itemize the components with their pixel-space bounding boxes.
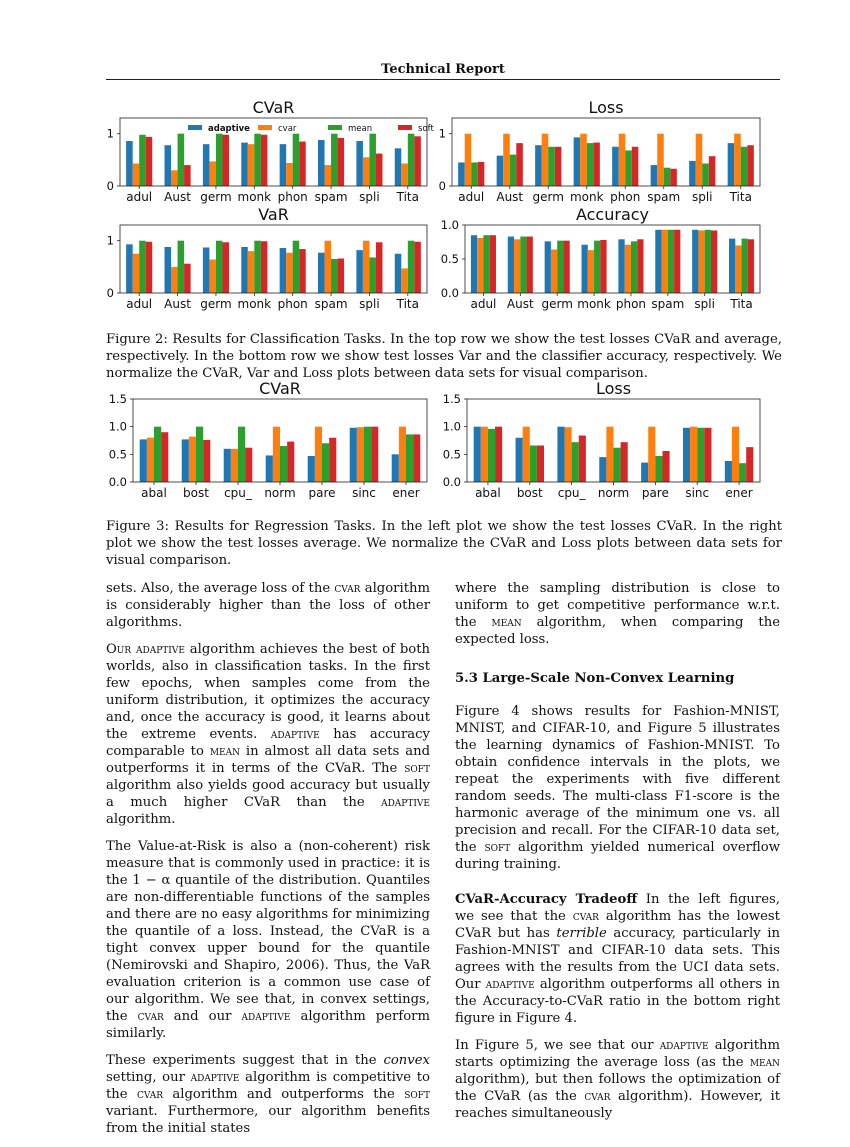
bar-adaptive <box>557 427 564 482</box>
bar-cvar <box>171 267 178 293</box>
bar-mean <box>668 230 674 293</box>
bar-cvar <box>401 268 408 293</box>
bar-mean <box>369 134 376 186</box>
bar-adaptive <box>689 161 696 186</box>
bar-adaptive <box>356 141 363 186</box>
bar-soft <box>371 427 378 482</box>
bar-cvar <box>399 427 406 482</box>
bar-cvar <box>696 134 703 186</box>
paragraph: These experiments suggest that in the convex setting, our adaptive algorithm is competitive to the cvar algorithm and outperforms the soft variant. Furthermore, our algorithm benefits from the initial states <box>106 1053 430 1136</box>
bar-cvar <box>363 157 370 186</box>
bar-adaptive <box>280 248 287 293</box>
bar-mean <box>510 155 517 186</box>
legend-label-adaptive: adaptive <box>208 124 250 134</box>
bar-adaptive <box>126 244 133 293</box>
x-tick-label: germ <box>532 190 564 204</box>
bar-cvar <box>209 161 216 186</box>
bar-mean <box>741 147 748 186</box>
bar-adaptive <box>165 145 172 186</box>
bar-soft <box>146 242 153 293</box>
bar-cvar <box>133 254 140 293</box>
bar-adaptive <box>651 165 658 186</box>
x-tick-label: norm <box>264 486 296 500</box>
bar-adaptive <box>318 253 325 293</box>
bar-cvar <box>477 238 483 293</box>
bar-mean <box>614 448 621 482</box>
bar-mean <box>625 150 632 186</box>
bar-cvar <box>325 241 332 293</box>
bar-soft <box>709 156 716 186</box>
bar-adaptive <box>392 454 399 482</box>
x-tick-label: monk <box>237 297 272 311</box>
axes-frame <box>467 399 760 482</box>
x-tick-label: bost <box>516 486 543 500</box>
bar-adaptive <box>203 247 210 293</box>
bar-mean <box>331 259 338 293</box>
paragraph: where the sampling distribution is close to uniform to get competitive performance w.r.t. the mean algorithm, when comparing the expected loss. <box>455 581 780 647</box>
bar-soft <box>478 162 485 186</box>
bar-cvar <box>481 427 488 482</box>
bar-cvar <box>248 251 255 293</box>
bar-cvar <box>133 164 140 186</box>
x-tick-label: spam <box>647 190 681 204</box>
bar-soft <box>184 165 191 186</box>
y-tick-label: 1.0 <box>442 419 461 434</box>
axes-frame <box>133 399 427 482</box>
bar-mean <box>280 446 287 482</box>
bar-mean <box>530 445 537 482</box>
y-tick-label: 0.5 <box>108 447 127 462</box>
y-tick-label: 0.0 <box>442 475 461 489</box>
x-tick-label: Aust <box>506 297 534 311</box>
legend-label-mean: mean <box>348 124 373 134</box>
bar-soft <box>203 440 210 482</box>
bar-adaptive <box>140 439 147 482</box>
x-tick-label: germ <box>200 190 232 204</box>
x-tick-label: phon <box>277 297 308 311</box>
bar-soft <box>747 145 754 186</box>
bar-cvar <box>465 134 472 186</box>
bar-mean <box>408 134 415 186</box>
x-tick-label: Aust <box>164 190 191 204</box>
bar-soft <box>414 136 421 186</box>
bar-cvar <box>189 437 196 482</box>
x-tick-label: spli <box>359 190 380 204</box>
bar-cvar <box>625 245 631 293</box>
paragraph: The Value-at-Risk is also a (non-coherent) risk measure that is commonly used in practice: it is the 1 − α quantile of the distribution. Quantiles are non-differentiable functions of the samples and there are no easy algorithms for minimizing the quantile of a loss. Instead, the CVaR is a tight convex upper bound for the quantile (Nemirovski and Shapiro, 2006). Thus, the VaR evaluation criterion is a common use case of our algorithm. We see that, in convex settings, the cvar and our adaptive algorithm perform similarly. <box>106 839 430 1041</box>
y-tick-label: 0.5 <box>440 252 459 266</box>
bar-soft <box>537 445 544 482</box>
bar-adaptive <box>618 239 624 293</box>
bar-cvar <box>325 165 332 186</box>
bar-adaptive <box>728 143 735 186</box>
x-tick-label: spam <box>314 297 348 311</box>
bar-adaptive <box>203 144 210 186</box>
y-tick-label: 0.0 <box>440 286 459 300</box>
x-tick-label: pare <box>641 486 669 500</box>
bar-soft <box>299 142 306 186</box>
bar-cvar <box>580 134 587 186</box>
bar-soft <box>222 135 229 186</box>
bar-cvar <box>315 427 322 482</box>
bar-soft <box>632 147 639 186</box>
bar-mean <box>572 442 579 482</box>
x-tick-label: germ <box>541 297 573 311</box>
y-tick-label: 1 <box>106 233 114 248</box>
bar-mean <box>216 241 223 293</box>
bar-mean <box>742 239 748 293</box>
x-tick-label: sinc <box>352 486 376 500</box>
bar-soft <box>563 241 569 293</box>
figure-2-caption: Figure 2: Results for Classification Tasks. In the top row we show the test losses CVaR and average, respectively. In the bottom row we show test losses Var and the classifier accuracy, respectively. We normalize the CVaR, Var and Loss plots between data sets for visual comparison. <box>106 332 782 381</box>
bar-cvar <box>698 230 704 293</box>
bar-adaptive <box>241 143 248 186</box>
bar-mean <box>139 135 146 186</box>
bar-adaptive <box>395 148 402 186</box>
bar-adaptive <box>395 254 402 293</box>
chart-title: CVaR <box>259 379 301 398</box>
bar-mean <box>196 427 203 482</box>
bar-adaptive <box>725 461 732 482</box>
bar-soft <box>414 242 421 293</box>
bar-adaptive <box>458 162 465 186</box>
bar-soft <box>621 442 628 482</box>
bar-adaptive <box>535 145 542 186</box>
bar-soft <box>376 242 383 293</box>
x-tick-label: pare <box>308 486 336 500</box>
bar-soft <box>287 442 294 482</box>
right-column <box>455 580 780 1132</box>
bar-soft <box>329 438 336 482</box>
chart-title: VaR <box>258 205 289 224</box>
bar-cvar <box>662 230 668 293</box>
x-tick-label: phon <box>610 190 641 204</box>
running-header: Technical Report <box>381 62 505 77</box>
legend-swatch-adaptive <box>188 125 202 130</box>
bar-cvar <box>514 239 520 293</box>
y-tick-label: 1.5 <box>108 392 127 406</box>
bar-mean <box>548 147 555 186</box>
bar-adaptive <box>574 137 581 186</box>
bar-mean <box>471 162 478 186</box>
bar-cvar <box>648 427 655 482</box>
x-tick-label: bost <box>183 486 209 500</box>
y-tick-label: 0.5 <box>442 447 461 462</box>
bar-cvar <box>619 134 626 186</box>
x-tick-label: Tita <box>729 190 752 204</box>
bar-soft <box>600 240 606 293</box>
bar-soft <box>711 230 717 293</box>
bar-mean <box>488 429 495 482</box>
bar-mean <box>408 241 415 293</box>
bar-soft <box>490 235 496 293</box>
bar-cvar <box>171 170 178 186</box>
bar-adaptive <box>497 156 504 186</box>
bar-mean <box>293 241 300 293</box>
legend-swatch-cvar <box>258 125 272 130</box>
bar-adaptive <box>612 147 619 186</box>
bar-cvar <box>503 134 510 186</box>
x-tick-label: ener <box>725 486 753 500</box>
figure-3-caption: Figure 3: Results for Regression Tasks. In the left plot we show the test losses CVaR. In the right plot we show the test losses average. We normalize the CVaR and Loss plots between data sets for visual comparison. <box>106 519 782 568</box>
bar-mean <box>594 241 600 293</box>
bar-adaptive <box>641 463 648 482</box>
bar-mean <box>139 241 146 293</box>
bar-adaptive <box>471 235 477 293</box>
bar-soft <box>555 147 562 186</box>
bar-soft <box>299 249 306 293</box>
bar-adaptive <box>692 230 698 293</box>
bar-cvar <box>565 427 572 482</box>
bar-mean <box>697 428 704 482</box>
bar-cvar <box>542 134 549 186</box>
x-tick-label: spam <box>314 190 348 204</box>
x-tick-label: adul <box>126 190 153 204</box>
bar-cvar <box>401 164 408 186</box>
bar-soft <box>245 448 252 482</box>
y-tick-label: 1 <box>438 126 446 141</box>
bar-adaptive <box>582 245 588 293</box>
x-tick-label: phon <box>277 190 308 204</box>
bar-soft <box>222 242 229 293</box>
bar-cvar <box>606 427 613 482</box>
bar-mean <box>216 134 223 186</box>
x-tick-label: spli <box>359 297 380 311</box>
bar-soft <box>338 138 345 186</box>
bar-cvar <box>657 134 664 186</box>
bar-adaptive <box>266 455 273 482</box>
bar-soft <box>662 451 669 482</box>
bar-soft <box>748 239 754 293</box>
bar-soft <box>146 137 153 186</box>
bar-soft <box>704 428 711 482</box>
bar-mean <box>739 463 746 482</box>
bar-soft <box>670 169 677 186</box>
paragraph: Figure 4 shows results for Fashion-MNIST, MNIST, and CIFAR-10, and Figure 5 illustrates the learning dynamics of Fashion-MNIST. To obtain confidence intervals in the plots, we repeat the experiments with five different random seeds. The multi-class F1-score is the harmonic average of the minimum one vs. all precision and recall. For the CIFAR-10 data set, the soft algorithm yielded numerical overflow during training. <box>455 704 781 872</box>
x-tick-label: ener <box>392 486 420 500</box>
x-tick-label: Aust <box>496 190 524 204</box>
section-heading: 5.3 Large-Scale Non-Convex Learning <box>455 671 735 686</box>
bar-adaptive <box>655 230 661 293</box>
bar-cvar <box>231 449 238 482</box>
bar-adaptive <box>318 140 325 186</box>
bar-soft <box>184 264 191 293</box>
y-tick-label: 0 <box>106 286 114 300</box>
bar-soft <box>495 427 502 482</box>
x-tick-label: phon <box>615 297 647 311</box>
x-tick-label: monk <box>237 190 272 204</box>
x-tick-label: Tita <box>396 297 419 311</box>
bar-soft <box>413 434 420 482</box>
bar-cvar <box>690 427 697 482</box>
axes-frame <box>452 118 760 186</box>
bar-mean <box>178 134 185 186</box>
bar-cvar <box>286 253 293 293</box>
chart-title: Loss <box>588 98 624 117</box>
x-tick-label: Aust <box>164 297 191 311</box>
paragraph: In Figure 5, we see that our adaptive algorithm starts optimizing the average loss (as the mean algorithm), but then follows the optimization of the CVaR (as the cvar algorithm). However, it reaches simultaneously <box>455 1038 781 1121</box>
bar-adaptive <box>241 247 248 293</box>
bar-mean <box>705 230 711 293</box>
legend-swatch-mean <box>328 125 342 130</box>
bar-mean <box>655 456 662 482</box>
x-tick-label: cpu_ <box>557 486 586 500</box>
bar-mean <box>702 164 709 186</box>
left-column <box>106 580 430 1147</box>
bar-adaptive <box>308 456 315 482</box>
x-tick-label: spam <box>651 297 685 311</box>
bar-soft <box>338 258 345 293</box>
x-tick-label: cpu_ <box>224 486 252 500</box>
bar-soft <box>261 135 268 186</box>
bar-adaptive <box>599 457 606 482</box>
x-tick-label: Tita <box>730 297 753 311</box>
bar-mean <box>631 241 637 293</box>
bar-mean <box>254 134 261 186</box>
chart-title: Accuracy <box>575 205 650 224</box>
legend-label-soft: soft <box>418 124 434 134</box>
bar-cvar <box>147 438 154 482</box>
axes-frame <box>120 225 427 293</box>
x-tick-label: monk <box>569 190 604 204</box>
bar-adaptive <box>516 438 523 482</box>
bar-adaptive <box>165 247 172 293</box>
header-rule <box>106 79 780 80</box>
bar-cvar <box>551 249 557 293</box>
bar-adaptive <box>224 449 231 482</box>
bar-soft <box>579 436 586 482</box>
paragraph: CVaR-Accuracy Tradeoff In the left figures, we see that the cvar algorithm has the lowest CVaR but has terrible accuracy, particularly in Fashion-MNIST and CIFAR-10 data sets. This agrees with the results from the UCI data sets. Our adaptive algorithm outperforms all others in the Accuracy-to-CVaR ratio in the bottom right figure in Figure 4. <box>455 892 780 1026</box>
bar-mean <box>406 434 413 482</box>
x-tick-label: adul <box>458 190 485 204</box>
bar-adaptive <box>729 239 735 293</box>
bar-mean <box>331 134 338 186</box>
bar-cvar <box>286 163 293 186</box>
chart-title: CVaR <box>252 98 295 117</box>
bar-adaptive <box>356 250 363 293</box>
bar-soft <box>527 237 533 293</box>
bar-soft <box>637 239 643 293</box>
bar-cvar <box>363 241 370 293</box>
bar-cvar <box>734 134 741 186</box>
bar-cvar <box>588 250 594 293</box>
y-tick-label: 1.0 <box>440 218 459 232</box>
bar-soft <box>593 143 600 186</box>
bar-cvar <box>248 144 255 186</box>
bar-soft <box>261 241 268 293</box>
y-tick-label: 0 <box>106 179 114 193</box>
bar-cvar <box>523 427 530 482</box>
chart-title: Loss <box>595 379 632 398</box>
x-tick-label: norm <box>597 486 630 500</box>
bar-adaptive <box>182 439 189 482</box>
x-tick-label: spli <box>694 297 715 311</box>
x-tick-label: sinc <box>685 486 710 500</box>
bar-mean <box>254 241 261 293</box>
bar-cvar <box>209 260 216 293</box>
bar-adaptive <box>280 144 287 186</box>
bar-soft <box>746 447 753 482</box>
y-tick-label: 0 <box>438 179 446 193</box>
bar-mean <box>364 427 371 482</box>
bar-adaptive <box>545 241 551 293</box>
bar-mean <box>238 427 245 482</box>
legend-label-cvar: cvar <box>278 124 297 134</box>
x-tick-label: spli <box>691 190 713 204</box>
x-tick-label: monk <box>577 297 611 311</box>
bar-mean <box>664 168 671 186</box>
y-tick-label: 1.5 <box>442 392 461 406</box>
bar-mean <box>557 241 563 293</box>
bar-adaptive <box>350 428 357 482</box>
x-tick-label: abal <box>475 486 501 500</box>
x-tick-label: Tita <box>396 190 419 204</box>
bar-mean <box>587 143 594 186</box>
bar-mean <box>322 443 329 482</box>
bar-soft <box>516 143 523 186</box>
bar-mean <box>154 427 161 482</box>
bar-soft <box>161 432 168 482</box>
bar-mean <box>520 237 526 293</box>
x-tick-label: adul <box>470 297 497 311</box>
x-tick-label: abal <box>141 486 167 500</box>
bar-mean <box>178 241 185 293</box>
bar-soft <box>376 154 383 186</box>
paragraph: sets. Also, the average loss of the cvar algorithm is considerably higher than the loss of other algorithms. <box>106 581 430 630</box>
x-tick-label: adul <box>126 297 153 311</box>
bar-adaptive <box>683 428 690 482</box>
bar-adaptive <box>126 141 133 186</box>
bar-mean <box>293 134 300 186</box>
bar-cvar <box>273 427 280 482</box>
axes-frame <box>465 225 760 293</box>
y-tick-label: 1 <box>106 126 114 141</box>
x-tick-label: germ <box>200 297 232 311</box>
bar-mean <box>369 257 376 293</box>
bar-cvar <box>732 427 739 482</box>
bar-mean <box>483 235 489 293</box>
bar-cvar <box>357 427 364 482</box>
paragraph: Our adaptive algorithm achieves the best of both worlds, also in classification tasks. In the first few epochs, when samples come from the uniform distribution, it optimizes the accuracy and, once the accuracy is good, it learns about the extreme events. adaptive has accuracy comparable to mean in almost all data sets and outperforms it in terms of the CVaR. The soft algorithm also yields good accuracy but usually a much higher CVaR than the adaptive algorithm. <box>106 642 431 827</box>
axes-frame <box>120 118 427 186</box>
y-tick-label: 1.0 <box>108 419 127 434</box>
bar-adaptive <box>474 427 481 482</box>
bar-cvar <box>735 245 741 293</box>
bar-adaptive <box>508 237 514 293</box>
legend-swatch-soft <box>398 125 412 130</box>
y-tick-label: 0.0 <box>108 475 127 489</box>
bar-soft <box>674 230 680 293</box>
